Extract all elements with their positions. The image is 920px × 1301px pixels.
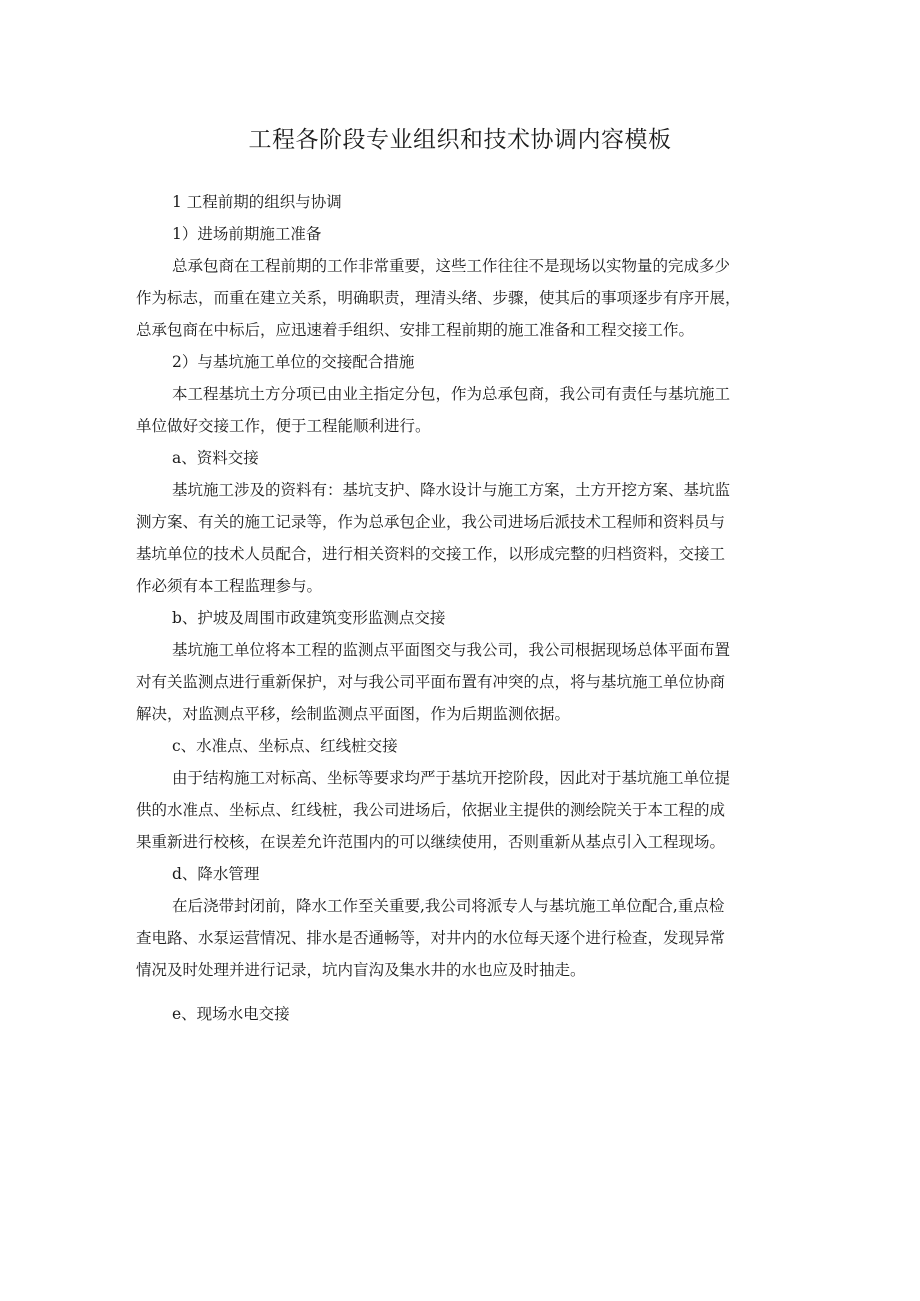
paragraph <box>136 762 796 858</box>
paragraph-line: 测方案、有关的施工记录等，作为总承包企业，我公司进场后派技术工程师和资料员与 <box>136 513 726 531</box>
paragraph-line: 作必须有本工程监理参与。 <box>136 577 323 595</box>
paragraph-line: 果重新进行校核，在误差允许范围内的可以继续使用，否则重新从基点引入工程现场。 <box>136 833 726 851</box>
paragraph-line: 对有关监测点进行重新保护，对与我公司平面布置有冲突的点，将与基坑施工单位协商 <box>136 673 726 691</box>
paragraph <box>136 474 796 602</box>
paragraph <box>136 378 796 442</box>
section-heading: 1）进场前期施工准备 <box>172 225 322 243</box>
section-heading: 2）与基坑施工单位的交接配合措施 <box>172 353 415 371</box>
paragraph-line: 解决，对监测点平移，绘制监测点平面图，作为后期监测依据。 <box>136 705 571 723</box>
paragraph-line: 在后浇带封闭前，降水工作至关重要,我公司将派专人与基坑施工单位配合,重点检 <box>172 897 725 915</box>
paragraph <box>136 890 796 986</box>
paragraph-line: 总承包商在工程前期的工作非常重要，这些工作往往不是现场以实物量的完成多少 <box>172 257 731 275</box>
paragraph <box>136 634 796 730</box>
paragraph-line: 基坑施工涉及的资料有：基坑支护、降水设计与施工方案，土方开挖方案、基坑监 <box>172 481 731 499</box>
section-heading: a、资料交接 <box>172 449 259 467</box>
paragraph-line: 基坑单位的技术人员配合，进行相关资料的交接工作，以形成完整的归档资料，交接工 <box>136 545 726 563</box>
document-title: 工程各阶段专业组织和技术协调内容模板 <box>248 127 672 153</box>
paragraph-line: 作为标志，而重在建立关系，明确职责，理清头绪、步骤，使其后的事项逐步有序开展， <box>136 289 741 307</box>
section-heading: b、护坡及周围市政建筑变形监测点交接 <box>172 609 446 627</box>
paragraph-line: 总承包商在中标后，应迅速着手组织、安排工程前期的施工准备和工程交接工作。 <box>136 321 695 339</box>
paragraph-line: 单位做好交接工作，便于工程能顺利进行。 <box>136 417 431 435</box>
section-heading: e、现场水电交接 <box>172 1005 290 1023</box>
paragraph-line: 情况及时处理并进行记录，坑内盲沟及集水井的水也应及时抽走。 <box>136 961 586 979</box>
paragraph <box>136 250 796 346</box>
section-heading: d、降水管理 <box>172 865 260 883</box>
paragraph-line: 本工程基坑土方分项已由业主指定分包，作为总承包商，我公司有责任与基坑施工 <box>172 385 731 403</box>
paragraph-line: 基坑施工单位将本工程的监测点平面图交与我公司，我公司根据现场总体平面布置 <box>172 641 731 659</box>
section-heading: c、水准点、坐标点、红线桩交接 <box>172 737 398 755</box>
paragraph-line: 查电路、水泵运营情况、排水是否通畅等，对井内的水位每天逐个进行检查，发现异常 <box>136 929 726 947</box>
paragraph-line: 由于结构施工对标高、坐标等要求均严于基坑开挖阶段，因此对于基坑施工单位提 <box>172 769 731 787</box>
paragraph-line: 供的水准点、坐标点、红线桩，我公司进场后，依据业主提供的测绘院关于本工程的成 <box>136 801 726 819</box>
document-body <box>136 186 796 1030</box>
section-heading: 1 工程前期的组织与协调 <box>172 193 342 211</box>
